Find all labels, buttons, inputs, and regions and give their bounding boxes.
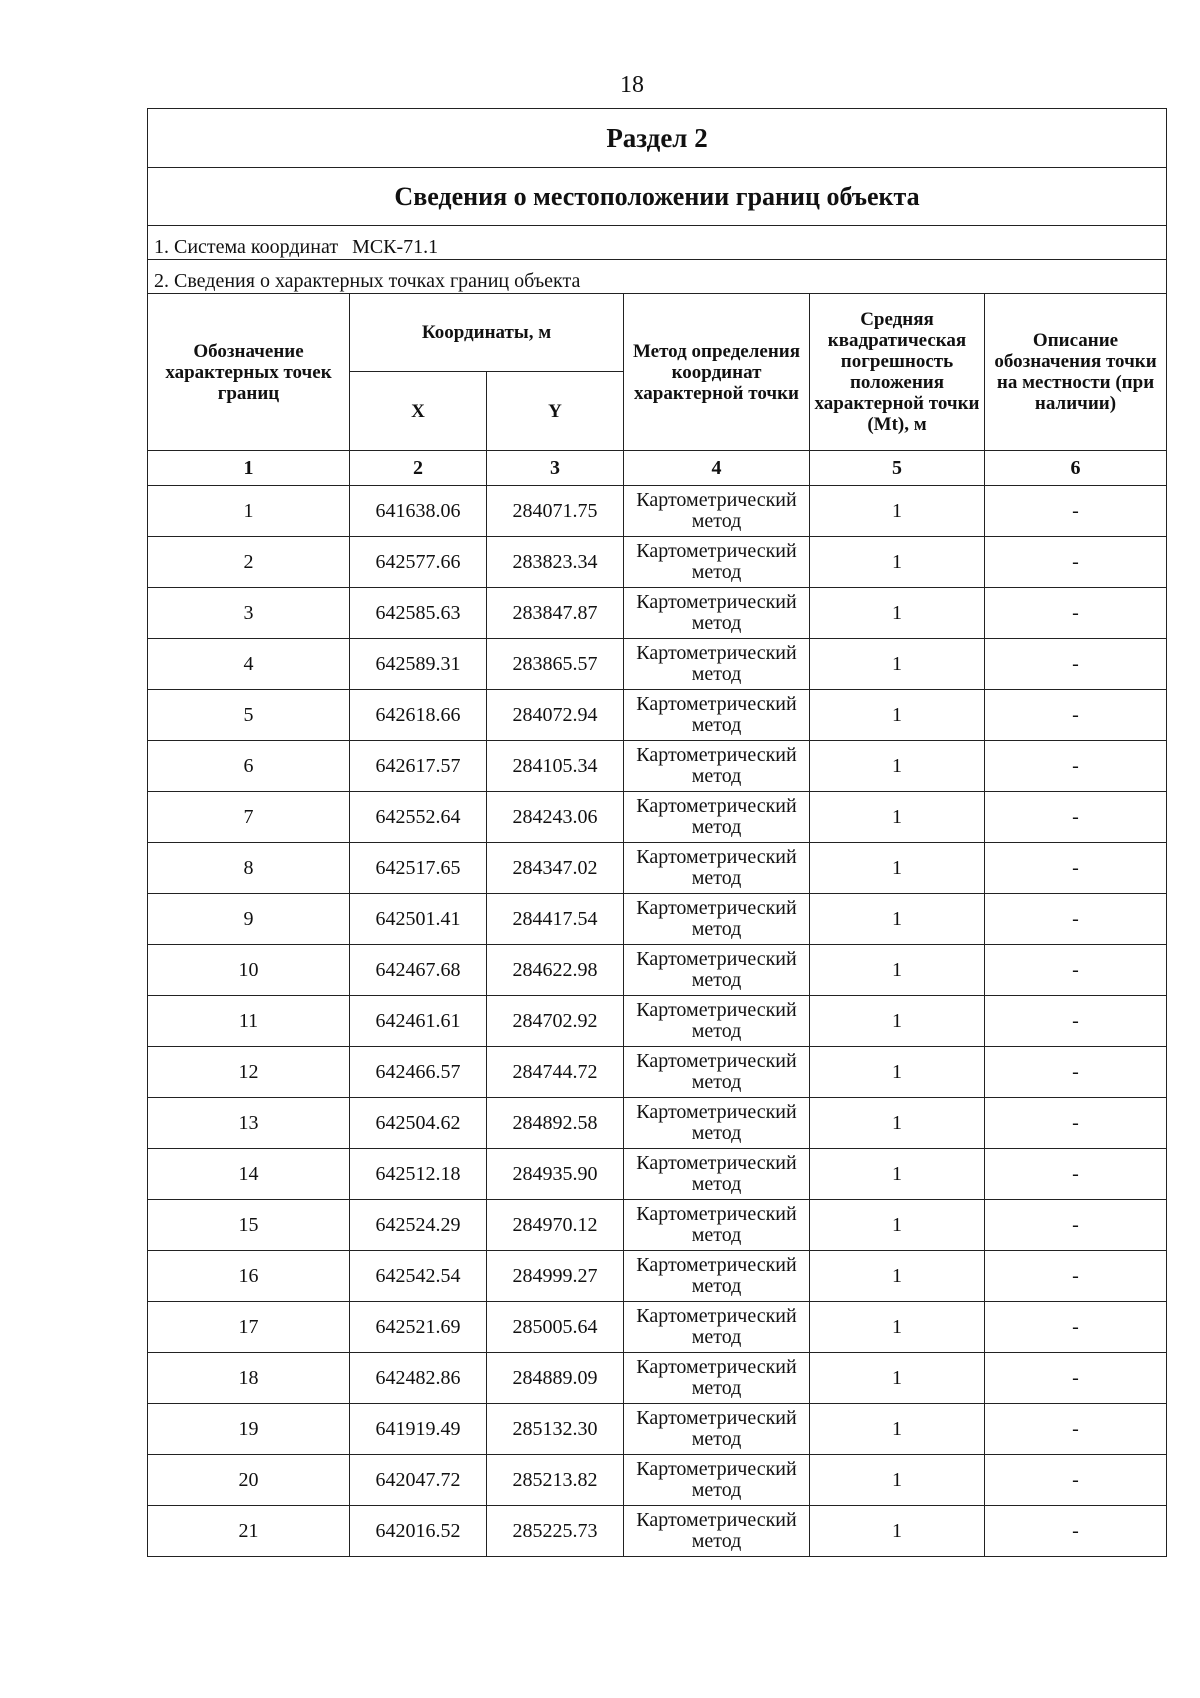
mt-value-cell: 1	[810, 945, 985, 996]
coord-y-cell: 283823.34	[487, 537, 624, 588]
method-cell: Картометрический метод	[624, 1302, 810, 1353]
mt-value-cell: 1	[810, 996, 985, 1047]
coord-x-cell: 642016.52	[350, 1506, 487, 1557]
mt-value-cell: 1	[810, 1098, 985, 1149]
header-description: Описание обозначения точки на местности (при наличии)	[985, 294, 1167, 451]
point-number-cell: 13	[148, 1098, 350, 1149]
coord-x-cell: 642047.72	[350, 1455, 487, 1506]
table-row	[148, 792, 1167, 843]
method-cell: Картометрический метод	[624, 690, 810, 741]
table-row	[148, 945, 1167, 996]
point-number-cell: 11	[148, 996, 350, 1047]
coord-y-cell: 284622.98	[487, 945, 624, 996]
description-cell: -	[985, 945, 1167, 996]
description-cell: -	[985, 1251, 1167, 1302]
points-heading: 2. Сведения о характерных точках границ объекта	[148, 260, 1167, 294]
point-number-cell: 1	[148, 486, 350, 537]
method-cell: Картометрический метод	[624, 996, 810, 1047]
method-cell: Картометрический метод	[624, 1149, 810, 1200]
table-row	[148, 486, 1167, 537]
coord-x-cell: 642577.66	[350, 537, 487, 588]
description-cell: -	[985, 792, 1167, 843]
table-row	[148, 996, 1167, 1047]
method-cell: Картометрический метод	[624, 792, 810, 843]
mt-value-cell: 1	[810, 1149, 985, 1200]
method-cell: Картометрический метод	[624, 1353, 810, 1404]
coord-y-cell: 285225.73	[487, 1506, 624, 1557]
coord-y-cell: 284071.75	[487, 486, 624, 537]
coord-y-cell: 284970.12	[487, 1200, 624, 1251]
coord-x-cell: 642501.41	[350, 894, 487, 945]
coord-y-cell: 283865.57	[487, 639, 624, 690]
coord-x-cell: 642524.29	[350, 1200, 487, 1251]
header-designation: Обозначение характерных точек границ	[148, 294, 350, 451]
column-number: 5	[810, 451, 985, 486]
table-row	[148, 1200, 1167, 1251]
coord-x-cell: 642618.66	[350, 690, 487, 741]
mt-value-cell: 1	[810, 1302, 985, 1353]
description-cell: -	[985, 996, 1167, 1047]
description-cell: -	[985, 894, 1167, 945]
mt-value-cell: 1	[810, 486, 985, 537]
description-cell: -	[985, 1149, 1167, 1200]
table-row	[148, 1047, 1167, 1098]
coord-y-cell: 284243.06	[487, 792, 624, 843]
description-cell: -	[985, 1353, 1167, 1404]
table-row	[148, 588, 1167, 639]
point-number-cell: 4	[148, 639, 350, 690]
coord-y-cell: 285132.30	[487, 1404, 624, 1455]
description-cell: -	[985, 1455, 1167, 1506]
point-number-cell: 14	[148, 1149, 350, 1200]
description-cell: -	[985, 843, 1167, 894]
mt-value-cell: 1	[810, 1506, 985, 1557]
point-number-cell: 9	[148, 894, 350, 945]
method-cell: Картометрический метод	[624, 1455, 810, 1506]
mt-value-cell: 1	[810, 843, 985, 894]
coord-x-cell: 642461.61	[350, 996, 487, 1047]
column-number: 6	[985, 451, 1167, 486]
point-number-cell: 2	[148, 537, 350, 588]
point-number-cell: 18	[148, 1353, 350, 1404]
description-cell: -	[985, 639, 1167, 690]
method-cell: Картометрический метод	[624, 945, 810, 996]
point-number-cell: 21	[148, 1506, 350, 1557]
section-title: Раздел 2	[148, 109, 1167, 168]
column-number: 4	[624, 451, 810, 486]
mt-value-cell: 1	[810, 639, 985, 690]
section-subtitle: Сведения о местоположении границ объекта	[148, 168, 1167, 226]
table-row	[148, 639, 1167, 690]
point-number-cell: 16	[148, 1251, 350, 1302]
column-number: 2	[350, 451, 487, 486]
mt-value-cell: 1	[810, 1353, 985, 1404]
coord-x-cell: 642467.68	[350, 945, 487, 996]
point-number-cell: 6	[148, 741, 350, 792]
method-cell: Картометрический метод	[624, 1506, 810, 1557]
method-cell: Картометрический метод	[624, 588, 810, 639]
coord-x-cell: 642542.54	[350, 1251, 487, 1302]
method-cell: Картометрический метод	[624, 1251, 810, 1302]
boundary-points-table	[147, 108, 1167, 1557]
coord-x-cell: 642504.62	[350, 1098, 487, 1149]
coord-x-cell: 642589.31	[350, 639, 487, 690]
coord-x-cell: 642482.86	[350, 1353, 487, 1404]
coord-x-cell: 642617.57	[350, 741, 487, 792]
mt-value-cell: 1	[810, 741, 985, 792]
point-number-cell: 3	[148, 588, 350, 639]
table-row	[148, 1302, 1167, 1353]
description-cell: -	[985, 537, 1167, 588]
coord-x-cell: 641919.49	[350, 1404, 487, 1455]
point-number-cell: 8	[148, 843, 350, 894]
page-number: 18	[620, 72, 644, 98]
description-cell: -	[985, 1404, 1167, 1455]
coord-x-cell: 642521.69	[350, 1302, 487, 1353]
coord-y-cell: 284892.58	[487, 1098, 624, 1149]
coord-y-cell: 284347.02	[487, 843, 624, 894]
header-error: Средняя квадратическая погрешность положения характерной точки (Mt), м	[810, 294, 985, 451]
mt-value-cell: 1	[810, 1047, 985, 1098]
coord-y-cell: 284889.09	[487, 1353, 624, 1404]
header-y: Y	[487, 372, 624, 451]
table-row	[148, 1404, 1167, 1455]
table-row	[148, 1506, 1167, 1557]
point-number-cell: 15	[148, 1200, 350, 1251]
description-cell: -	[985, 741, 1167, 792]
description-cell: -	[985, 1506, 1167, 1557]
table-row	[148, 1251, 1167, 1302]
coord-system-label: 1. Система координат	[154, 236, 339, 258]
method-cell: Картометрический метод	[624, 894, 810, 945]
description-cell: -	[985, 588, 1167, 639]
method-cell: Картометрический метод	[624, 1098, 810, 1149]
method-cell: Картометрический метод	[624, 1047, 810, 1098]
point-number-cell: 5	[148, 690, 350, 741]
point-number-cell: 19	[148, 1404, 350, 1455]
method-cell: Картометрический метод	[624, 741, 810, 792]
description-cell: -	[985, 690, 1167, 741]
coord-x-cell: 642552.64	[350, 792, 487, 843]
table-row	[148, 1455, 1167, 1506]
table-row	[148, 843, 1167, 894]
table-row	[148, 1149, 1167, 1200]
coord-y-cell: 283847.87	[487, 588, 624, 639]
description-cell: -	[985, 486, 1167, 537]
mt-value-cell: 1	[810, 1251, 985, 1302]
point-number-cell: 10	[148, 945, 350, 996]
method-cell: Картометрический метод	[624, 1404, 810, 1455]
coord-y-cell: 284417.54	[487, 894, 624, 945]
coord-y-cell: 284072.94	[487, 690, 624, 741]
coord-y-cell: 284744.72	[487, 1047, 624, 1098]
description-cell: -	[985, 1047, 1167, 1098]
point-number-cell: 12	[148, 1047, 350, 1098]
point-number-cell: 7	[148, 792, 350, 843]
description-cell: -	[985, 1302, 1167, 1353]
method-cell: Картометрический метод	[624, 486, 810, 537]
point-number-cell: 20	[148, 1455, 350, 1506]
mt-value-cell: 1	[810, 690, 985, 741]
table-row	[148, 690, 1167, 741]
table-row	[148, 741, 1167, 792]
column-number: 1	[148, 451, 350, 486]
table-row	[148, 894, 1167, 945]
method-cell: Картометрический метод	[624, 639, 810, 690]
method-cell: Картометрический метод	[624, 843, 810, 894]
table-row	[148, 1098, 1167, 1149]
coord-x-cell: 642512.18	[350, 1149, 487, 1200]
coord-y-cell: 285213.82	[487, 1455, 624, 1506]
description-cell: -	[985, 1200, 1167, 1251]
coord-y-cell: 284702.92	[487, 996, 624, 1047]
mt-value-cell: 1	[810, 1455, 985, 1506]
mt-value-cell: 1	[810, 894, 985, 945]
mt-value-cell: 1	[810, 588, 985, 639]
method-cell: Картометрический метод	[624, 1200, 810, 1251]
coord-system-row	[148, 226, 1167, 260]
header-coordinates: Координаты, м	[350, 294, 624, 372]
table-row	[148, 1353, 1167, 1404]
column-number: 3	[487, 451, 624, 486]
coord-y-cell: 284105.34	[487, 741, 624, 792]
coord-y-cell: 285005.64	[487, 1302, 624, 1353]
coord-y-cell: 284999.27	[487, 1251, 624, 1302]
table-row	[148, 537, 1167, 588]
mt-value-cell: 1	[810, 537, 985, 588]
header-x: X	[350, 372, 487, 451]
mt-value-cell: 1	[810, 1200, 985, 1251]
description-cell: -	[985, 1098, 1167, 1149]
mt-value-cell: 1	[810, 1404, 985, 1455]
coord-x-cell: 641638.06	[350, 486, 487, 537]
coord-y-cell: 284935.90	[487, 1149, 624, 1200]
column-numbers-row	[148, 451, 1167, 486]
mt-value-cell: 1	[810, 792, 985, 843]
header-method: Метод определения координат характерной точки	[624, 294, 810, 451]
coord-x-cell: 642517.65	[350, 843, 487, 894]
coord-system-value: МСК-71.1	[352, 236, 439, 258]
point-number-cell: 17	[148, 1302, 350, 1353]
method-cell: Картометрический метод	[624, 537, 810, 588]
coord-x-cell: 642466.57	[350, 1047, 487, 1098]
coord-x-cell: 642585.63	[350, 588, 487, 639]
